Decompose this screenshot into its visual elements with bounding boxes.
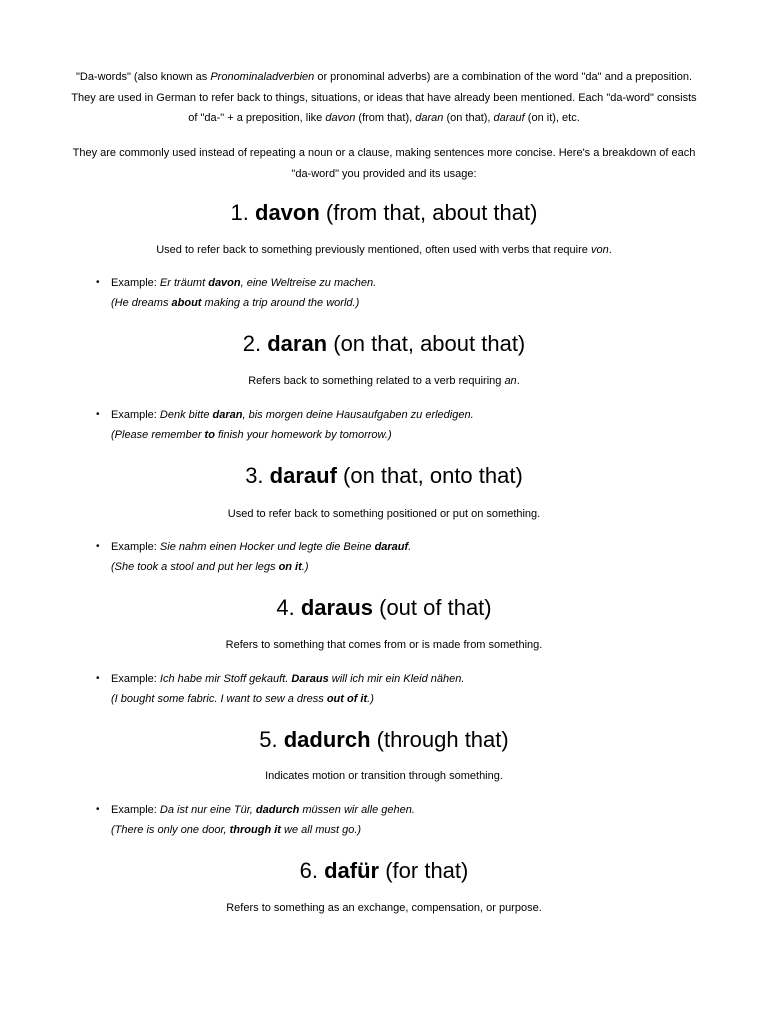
example-text: Ich habe mir Stoff gekauft.: [159, 673, 292, 685]
example-text: will ich mir ein Kleid nähen.: [328, 673, 465, 685]
section-heading-daran: [0, 330, 768, 358]
example-text: Da ist nur eine Tür,: [159, 804, 256, 816]
section-description-daran: [0, 373, 768, 389]
example-keyword: daran: [212, 409, 243, 421]
translation-text: (I bought some fabric. I want to sew a dress: [111, 693, 327, 705]
intro-paragraph-2: They are commonly used instead of repeating a noun or a clause, making sentences more concise. Here's a breakdown of each "da-word" you provided and its usage:: [72, 147, 696, 180]
bullet-icon: •: [96, 541, 100, 552]
section-number: 1.: [230, 200, 255, 225]
example-english-line: [111, 557, 696, 577]
intro-text: (from that),: [355, 112, 416, 124]
example-text: müssen wir alle gehen.: [299, 804, 415, 816]
example-daran: [96, 405, 696, 445]
section-gloss: (through that): [370, 727, 509, 752]
section-number: 6.: [299, 858, 325, 883]
translation-text: (He dreams: [111, 297, 172, 309]
intro-term-daran: daran: [415, 112, 444, 124]
example-german-line: [111, 405, 696, 425]
section-description-darauf: [0, 506, 768, 522]
section-gloss: (for that): [379, 858, 469, 883]
translation-keyword: to: [204, 429, 215, 441]
intro-text: (on it), etc.: [524, 112, 580, 124]
translation-keyword: through it: [229, 824, 281, 836]
intro-paragraph-1: [70, 67, 698, 129]
example-text: Er träumt: [159, 277, 209, 289]
section-number: 5.: [259, 727, 284, 752]
section-gloss: (from that, about that): [319, 200, 538, 225]
desc-text: Used to refer back to something previously mentioned, often used with verbs that require: [156, 244, 591, 256]
desc-text: Refers back to something related to a verb requiring: [248, 375, 505, 387]
translation-text: finish your homework by tomorrow.): [214, 429, 392, 441]
section-heading-dadurch: [0, 726, 768, 754]
example-german-line: [111, 800, 696, 820]
translation-keyword: out of it: [326, 693, 368, 705]
intro-term-davon: davon: [325, 112, 356, 124]
section-word: daran: [267, 331, 328, 356]
translation-text: .): [301, 561, 309, 573]
section-description-davon: [0, 242, 768, 258]
section-gloss: (on that, about that): [327, 331, 526, 356]
section-word: dadurch: [283, 727, 371, 752]
desc-term: an: [504, 375, 517, 387]
example-label: Example:: [111, 541, 160, 553]
example-label: Example:: [111, 409, 160, 421]
section-number: 2.: [242, 331, 268, 356]
section-description-daraus: [0, 637, 768, 653]
desc-text: Indicates motion or transition through something.: [265, 770, 503, 782]
section-gloss: (out of that): [373, 595, 492, 620]
example-keyword: dadurch: [255, 804, 300, 816]
intro-term-darauf: darauf: [493, 112, 525, 124]
translation-keyword: on it: [278, 561, 302, 573]
translation-text: we all must go.): [280, 824, 362, 836]
section-word: darauf: [269, 463, 337, 488]
desc-text: Refers to something that comes from or is made from something.: [225, 639, 543, 651]
example-keyword: Daraus: [291, 673, 329, 685]
section-gloss: (on that, onto that): [336, 463, 523, 488]
example-label: Example:: [111, 277, 160, 289]
example-label: Example:: [111, 673, 160, 685]
example-darauf: [96, 537, 696, 577]
intro-term-pronominaladverbien: Pronominaladverbien: [210, 71, 315, 83]
section-number: 3.: [245, 463, 270, 488]
example-text: , bis morgen deine Hausaufgaben zu erledigen.: [242, 409, 474, 421]
example-keyword: davon: [208, 277, 241, 289]
section-word: dafür: [324, 858, 380, 883]
example-english-line: [111, 689, 696, 709]
section-heading-daraus: [0, 594, 768, 622]
example-english-line: [111, 293, 696, 313]
example-daraus: [96, 669, 696, 709]
bullet-icon: •: [96, 409, 100, 420]
translation-text: .): [367, 693, 374, 705]
section-description-dafuer: [0, 900, 768, 916]
section-heading-davon: [0, 199, 768, 227]
translation-text: (There is only one door,: [111, 824, 230, 836]
example-english-line: [111, 425, 696, 445]
desc-term: von: [590, 244, 609, 256]
intro-text: "Da-words" (also known as: [75, 71, 211, 83]
desc-text: Used to refer back to something positioned or put on something.: [227, 508, 541, 520]
bullet-icon: •: [96, 673, 100, 684]
example-label: Example:: [111, 804, 160, 816]
example-text: Denk bitte: [159, 409, 213, 421]
example-english-line: [111, 820, 696, 840]
example-german-line: [111, 273, 696, 293]
example-text: Sie nahm einen Hocker und legte die Beine: [159, 541, 375, 553]
desc-text: Refers to something as an exchange, compensation, or purpose.: [226, 902, 542, 914]
section-number: 4.: [276, 595, 301, 620]
bullet-icon: •: [96, 804, 100, 815]
translation-text: making a trip around the world.): [201, 297, 360, 309]
section-heading-darauf: [0, 462, 768, 490]
desc-text: .: [608, 244, 612, 256]
translation-text: (She took a stool and put her legs: [111, 561, 279, 573]
example-german-line: [111, 537, 696, 557]
desc-text: .: [516, 375, 520, 387]
intro-text: or pronominal adverbs) are a combination of the word "da" and a preposition. They are used in German to refer back to things, situations, or ideas that have already been mentioned. Each "da-word" consists of "da-" + a preposition, like: [71, 71, 697, 124]
example-dadurch: [96, 800, 696, 840]
section-heading-dafuer: [0, 857, 768, 885]
translation-text: (Please remember: [111, 429, 205, 441]
translation-keyword: about: [171, 297, 202, 309]
example-text: , eine Weltreise zu machen.: [240, 277, 377, 289]
example-keyword: darauf: [374, 541, 409, 553]
section-description-dadurch: [0, 768, 768, 784]
bullet-icon: •: [96, 277, 100, 288]
section-word: davon: [255, 200, 320, 225]
example-davon: [96, 273, 696, 313]
example-text: .: [408, 541, 412, 553]
section-word: daraus: [300, 595, 373, 620]
example-german-line: [111, 669, 696, 689]
intro-text: (on that),: [443, 112, 494, 124]
